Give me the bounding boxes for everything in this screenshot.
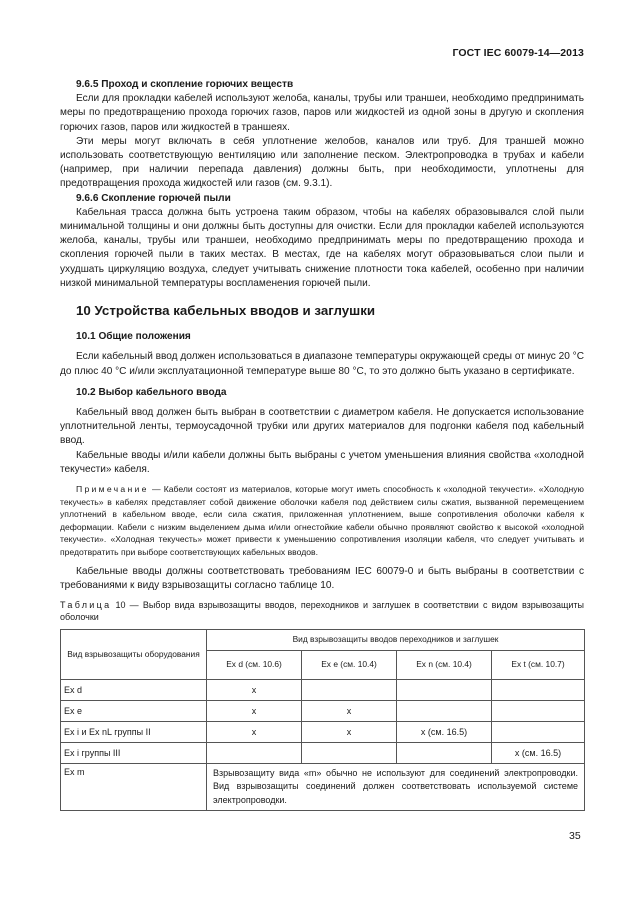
table-caption [60, 600, 584, 624]
table-row [61, 679, 585, 700]
header-group: Вид взрывозащиты вводов переходников и заглушек [207, 629, 585, 650]
paragraph: Если кабельный ввод должен использоваться в диапазоне температуры окружающей среды от минус 20 °С до плюс 40 °С и/или эксплуатационной температуре выше 80 °С, то это должно быть указано в сертификате. [60, 351, 584, 377]
table-merged-cell: Взрывозащиту вида «m» обычно не используют для соединений электропроводки. Вид взрывозащиты соединений должен соответствовать используемой системе электропроводки. [207, 763, 585, 811]
table-cell: x (см. 16.5) [397, 721, 492, 742]
table-cell: x (см. 16.5) [492, 742, 585, 763]
table-cell: x [302, 700, 397, 721]
table-cell [397, 700, 492, 721]
table-header-row [61, 629, 585, 650]
paragraph: Кабельные вводы должны соответствовать требованиям IEC 60079-0 и быть выбраны в соответствии с требованиями к виду взрывозащиты согласно таблице 10. [60, 565, 584, 591]
table-cell [207, 742, 302, 763]
paragraph: Кабельная трасса должна быть устроена таким образом, чтобы на кабелях образовывался слой пыли минимальной толщины и они должны быть доступны для очистки. Если для прокладки кабелей используются желоба, каналы, трубы или траншеи, необходимо предпринимать меры по предотвращению прохода и скопления горючей пыли в таких местах. В местах, где на кабелях могут образовываться слои пыли и ухудшать циркуляцию воздуха, следует учитывать снижение плотности тока кабелей, особенно при наличии низкой минимальной температуры воспламенения горючей пыли. [60, 206, 584, 289]
header-col: Ex d (см. 10.6) [207, 650, 302, 679]
table-row [61, 721, 585, 742]
section-9-6-5-title: 9.6.5 Проход и скопление горючих веществ [76, 79, 294, 90]
table-cell: x [207, 679, 302, 700]
section-10-title: 10 Устройства кабельных вводов и заглушки [76, 303, 376, 319]
table-caption-label: Таблица [60, 600, 112, 611]
note-text: — Кабели состоят из материалов, которые могут иметь способность к «холодной текучести». «Холодную текучесть» в кабелях представляет собой движение оболочки кабеля под действием силы сжатия, вызванной перемещением уплотнений в кабельном вводе, если сила сжатия, приложенная уплотнением, выше сопротивления оболочки кабеля к деформации. Кабели с низким выделением дыма и/или огнестойкие кабели обычно проявляют свойство к высокой «холодной текучести». «Холодная текучесть» может привести к уменьшению сопротивления изоляции кабеля, что следует учитывать и предотвратить при выборе соответствующих кабельных вводов. [60, 484, 584, 558]
table-cell: x [207, 721, 302, 742]
header-equipment-protection: Вид взрывозащиты оборудования [61, 629, 207, 679]
table-cell: x [207, 700, 302, 721]
table-row-ex-m [61, 763, 585, 811]
standard-header: ГОСТ IEC 60079-14—2013 [452, 47, 584, 59]
table-cell: x [302, 721, 397, 742]
table-cell [397, 742, 492, 763]
header-col: Ex e (см. 10.4) [302, 650, 397, 679]
section-10-2-title: 10.2 Выбор кабельного ввода [76, 386, 227, 398]
table-row [61, 700, 585, 721]
table-cell [397, 679, 492, 700]
table-caption-text: 10 — Выбор вида взрывозащиты вводов, переходников и заглушек в соответствии с видом взрывозащиты оболочки [60, 600, 584, 622]
section-9-6-6-title: 9.6.6 Скопление горючей пыли [76, 192, 231, 204]
paragraph: Кабельные вводы и/или кабели должны быть выбраны с учетом уменьшения влияния свойства «холодной текучести» кабеля. [60, 449, 584, 475]
table-cell [492, 721, 585, 742]
table-cell [302, 742, 397, 763]
row-label: Ex i и Ex nL группы II [61, 721, 207, 742]
paragraph: Эти меры могут включать в себя уплотнение желобов, каналов или труб. Для траншей можно использовать соответствующую вентиляцию или заполнение песком. Электропроводка в трубах и кабели (например, при наличии перепада давления) должны быть, при необходимости, уплотнены для предотвращения прохода жидкостей или газов (см. 9.3.1). [60, 135, 584, 190]
paragraph: Кабельный ввод должен быть выбран в соответствии с диаметром кабеля. Не допускается использование уплотнительной ленты, термоусадочной трубки или других материалов для подгонки кабеля под кабельный ввод. [60, 407, 584, 447]
header-col: Ex t (см. 10.7) [492, 650, 585, 679]
row-label: Ex i группы III [61, 742, 207, 763]
table-cell [492, 679, 585, 700]
section-10-1-title: 10.1 Общие положения [76, 331, 191, 343]
page-content [60, 78, 584, 811]
page-number: 35 [569, 830, 581, 842]
row-label: Ex e [61, 700, 207, 721]
header-col: Ex n (см. 10.4) [397, 650, 492, 679]
paragraph: Если для прокладки кабелей используют желоба, каналы, трубы или траншеи, необходимо предпринимать меры по предотвращению прохода горючих газов, паров или жидкостей из одной зоны в другую и скопления горючих газов, паров или жидкостей в траншеях. [60, 93, 584, 133]
table-cell [492, 700, 585, 721]
table-cell [302, 679, 397, 700]
note-label: Примечание [76, 484, 149, 495]
row-label: Ex d [61, 679, 207, 700]
note [60, 483, 584, 559]
selection-table [60, 629, 585, 812]
row-label: Ex m [61, 763, 207, 811]
table-row [61, 742, 585, 763]
